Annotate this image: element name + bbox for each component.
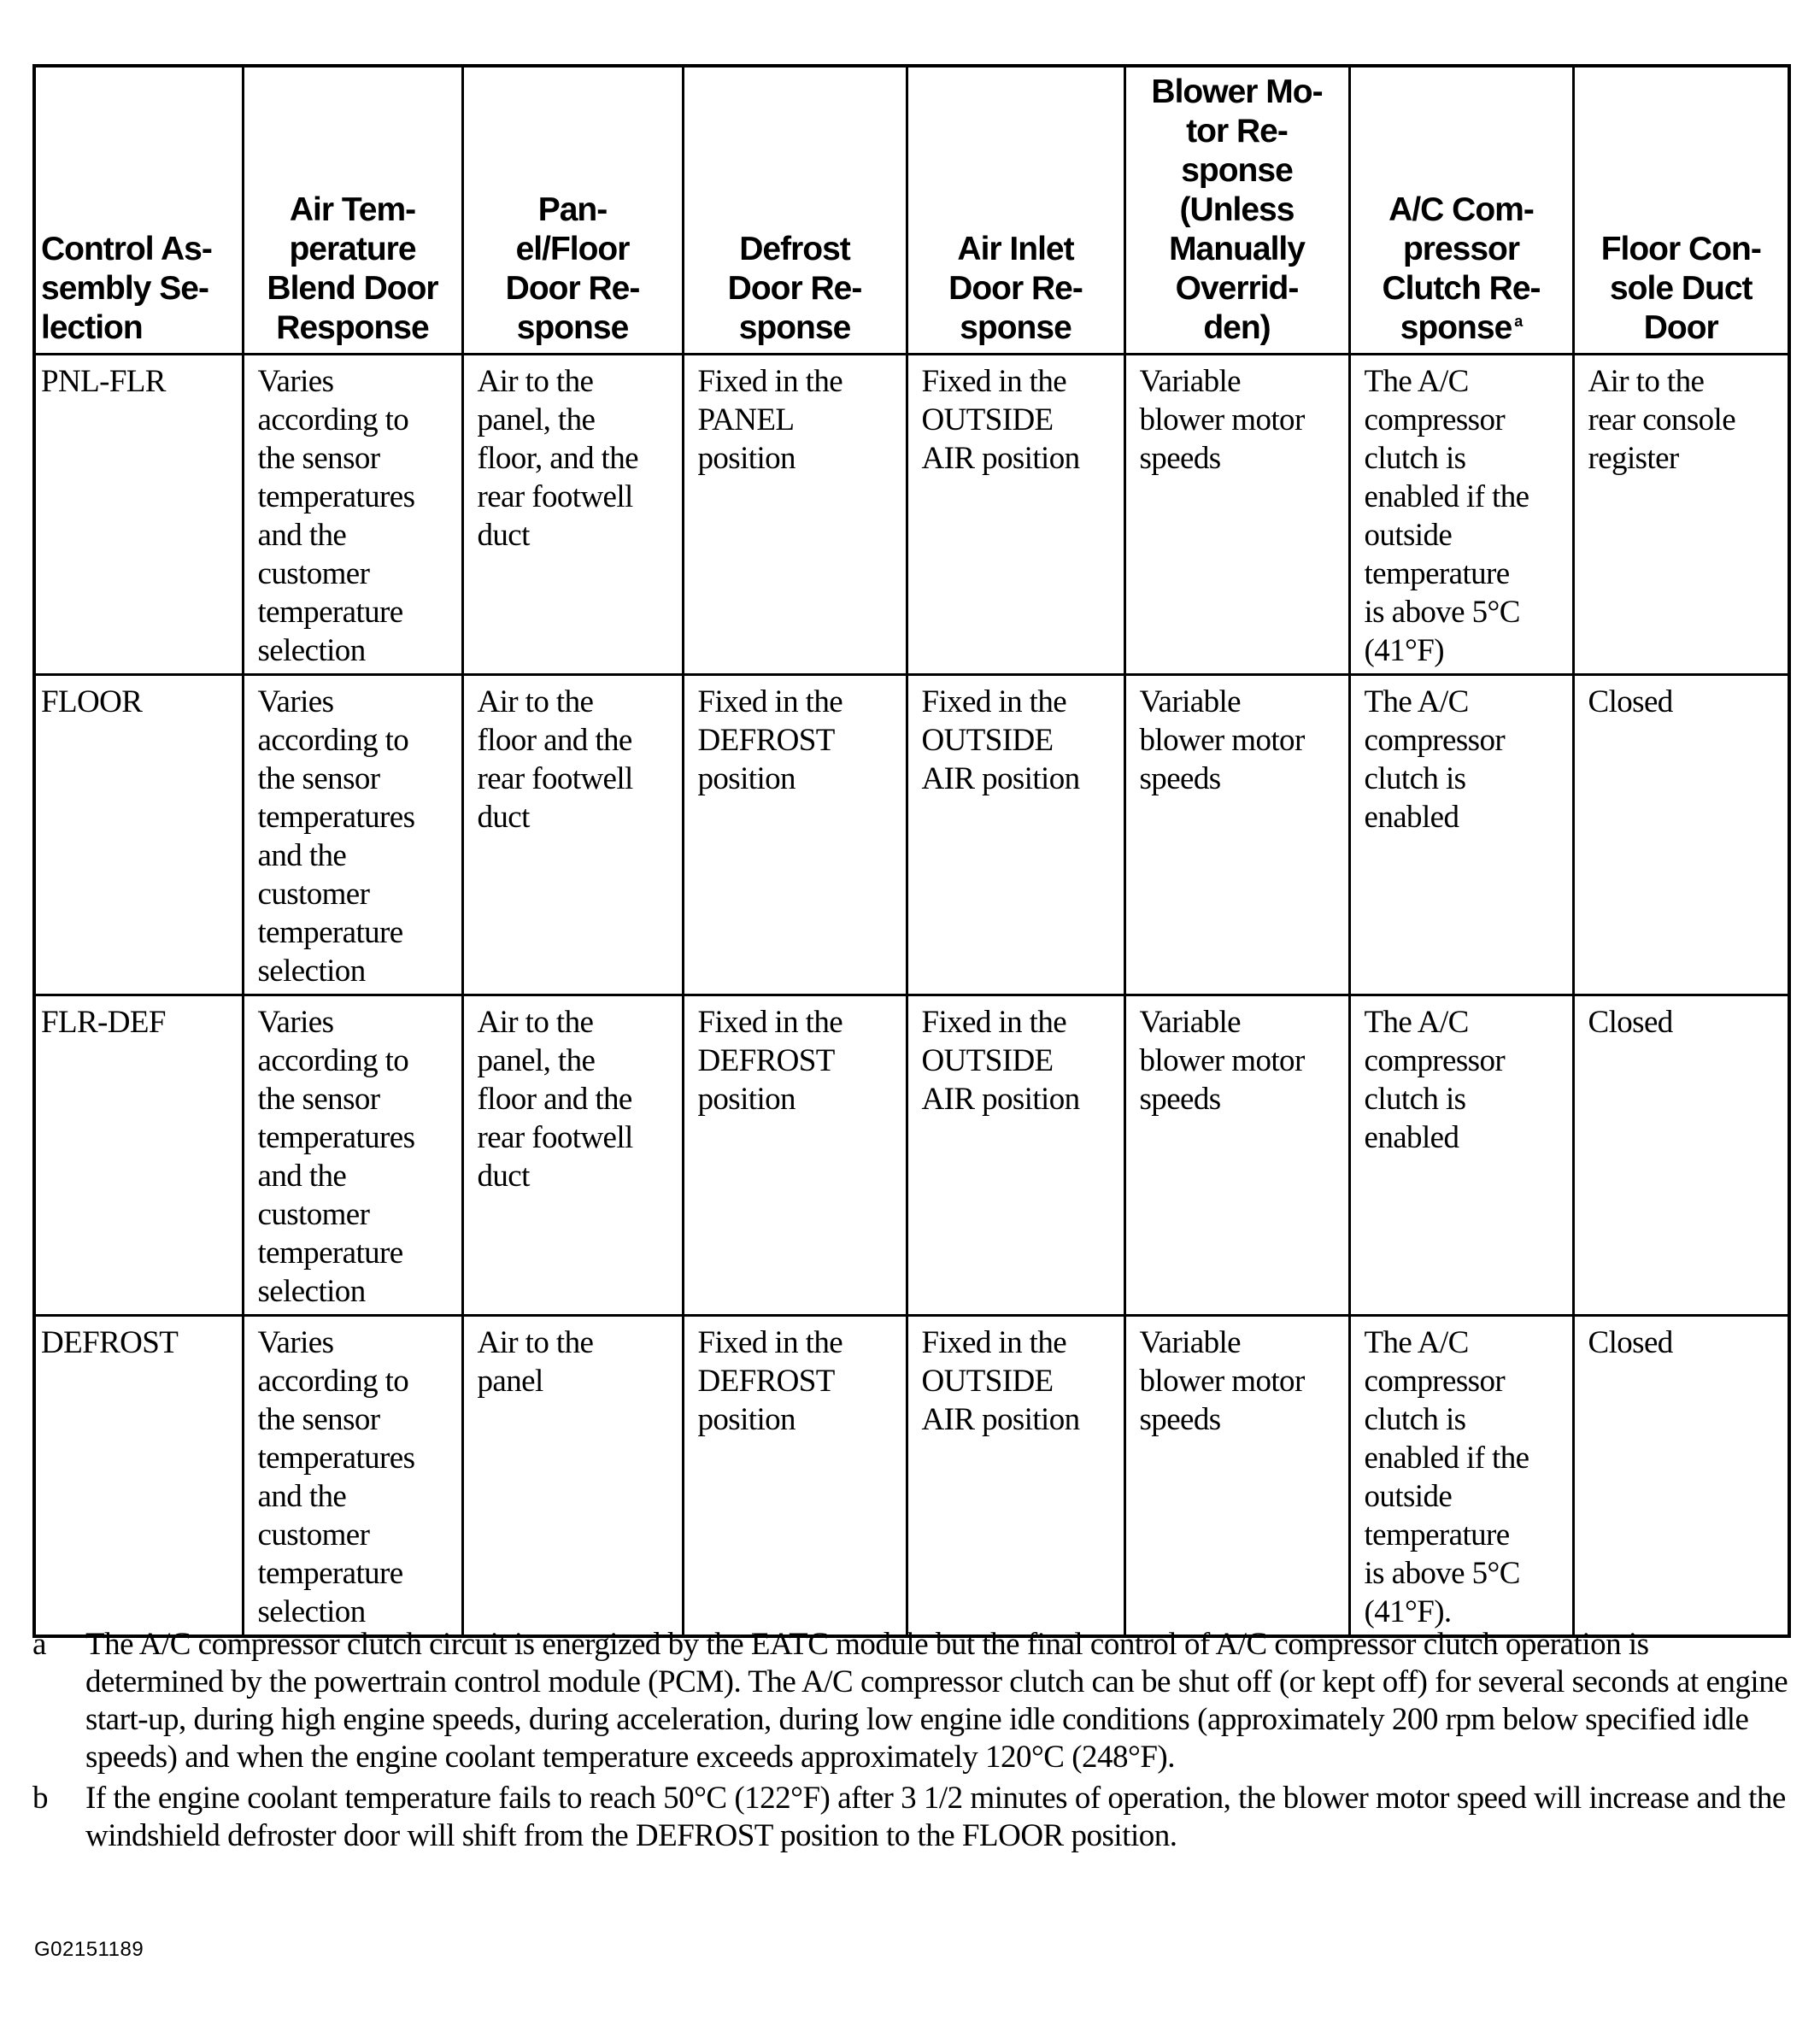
table-row: [34, 995, 1789, 1316]
cell-text: Fixed in the OUTSIDE AIR position: [921, 684, 1080, 796]
cell-text: FLOOR: [41, 684, 143, 719]
header-label: A/C Com- pressor Clutch Re- sponse $^a$: [1382, 191, 1541, 346]
footnote-mark: a: [1514, 313, 1523, 330]
cell-text: DEFROST: [41, 1325, 179, 1360]
cell-text: Variable blower motor speeds: [1139, 684, 1305, 796]
table-cell: [1573, 355, 1789, 675]
cell-text: The A/C compressor clutch is enabled: [1364, 1005, 1506, 1155]
cell-text: Air to the floor and the rear footwell duct: [477, 684, 633, 835]
table-cell: [34, 355, 243, 675]
cell-text: Fixed in the OUTSIDE AIR position: [921, 1005, 1080, 1117]
cell-text: Closed: [1588, 1005, 1673, 1040]
table-cell: [243, 675, 462, 995]
header-label: Control As- sembly Se- lection: [41, 231, 212, 346]
footnotes: [32, 1626, 1793, 1858]
table-cell: [683, 355, 907, 675]
cell-text: Varies according to the sensor temperatures and the customer temperature selection: [257, 684, 415, 989]
header-panel-floor-door: [462, 66, 683, 355]
cell-text: Variable blower motor speeds: [1139, 1325, 1305, 1437]
cell-text: Fixed in the OUTSIDE AIR position: [921, 1325, 1080, 1437]
table-row: [34, 675, 1789, 995]
table-cell: [683, 675, 907, 995]
header-label: Blower Mo- tor Re- sponse (Unless Manually Overrid- den): [1151, 73, 1323, 346]
table-cell: [683, 995, 907, 1316]
cell-text: Variable blower motor speeds: [1139, 1005, 1305, 1117]
table-cell: [1573, 675, 1789, 995]
table-cell: [1124, 355, 1349, 675]
cell-text: Fixed in the OUTSIDE AIR position: [921, 364, 1080, 476]
header-defrost-door: [683, 66, 907, 355]
cell-text: Air to the panel, the floor, and the rear footwell duct: [477, 364, 638, 553]
header-air-inlet-door: [907, 66, 1124, 355]
cell-text: Closed: [1588, 684, 1673, 719]
table-cell: [1349, 675, 1573, 995]
header-air-temperature-blend-door: [243, 66, 462, 355]
header-label: Floor Con- sole Duct Door: [1600, 231, 1761, 346]
table-cell: [243, 995, 462, 1316]
header-floor-console-duct-door: [1573, 66, 1789, 355]
cell-text: Closed: [1588, 1325, 1673, 1360]
header-label: Air Tem- perature Blend Door Response: [267, 191, 438, 346]
table-cell: [462, 995, 683, 1316]
cell-text: The A/C compressor clutch is enabled if the outside temperature is above 5°C (41°F): [1364, 364, 1529, 668]
table-cell: [907, 675, 1124, 995]
table-cell: [907, 355, 1124, 675]
table-cell: [34, 995, 243, 1316]
footnote-text: The A/C compressor clutch circuit is energized by the EATC module but the final control of A/C compressor clutch operation is determined by the powertrain control module (PCM). The A/C compressor clutch can be shut off (or kept off) for several seconds at engine start-up, during high engine speeds, during acceleration, during low engine idle conditions (approximately 200 rpm below specified idle speeds) and when the engine coolant temperature exceeds approximately 120°C (248°F).: [85, 1627, 1788, 1775]
table-header-row: [34, 66, 1789, 355]
table-cell: [907, 995, 1124, 1316]
cell-text: Air to the panel: [477, 1325, 594, 1399]
table-cell: [1124, 675, 1349, 995]
header-control-assembly-selection: [34, 66, 243, 355]
table-row: [34, 1316, 1789, 1637]
climate-control-response-table: [32, 64, 1791, 1638]
table-cell: [1124, 1316, 1349, 1637]
table-cell: [1349, 995, 1573, 1316]
document-code: G02151189: [34, 1938, 144, 1961]
table-cell: [462, 1316, 683, 1637]
header-ac-compressor-clutch: [1349, 66, 1573, 355]
cell-text: Varies according to the sensor temperatures and the customer temperature selection: [257, 1005, 415, 1309]
cell-text: Air to the panel, the floor and the rear footwell duct: [477, 1005, 633, 1194]
cell-text: The A/C compressor clutch is enabled: [1364, 684, 1506, 835]
table-cell: [243, 1316, 462, 1637]
cell-text: Variable blower motor speeds: [1139, 364, 1305, 476]
header-blower-motor-response: [1124, 66, 1349, 355]
table-cell: [462, 355, 683, 675]
table-cell: [1124, 995, 1349, 1316]
cell-text: FLR-DEF: [41, 1005, 166, 1040]
footnote-a: [32, 1626, 1793, 1776]
table-cell: [907, 1316, 1124, 1637]
table-cell: [462, 675, 683, 995]
footnote-text: If the engine coolant temperature fails to reach 50°C (122°F) after 3 1/2 minutes of operation, the blower motor speed will increase and the windshield defroster door will shift from the DEFROST position to the FLOOR position.: [85, 1781, 1786, 1853]
table-cell: [243, 355, 462, 675]
cell-text: Fixed in the PANEL position: [697, 364, 843, 476]
table-row: [34, 355, 1789, 675]
table-cell: [1349, 355, 1573, 675]
footnote-b: [32, 1780, 1793, 1855]
cell-text: Air to the rear console register: [1588, 364, 1736, 476]
cell-text: Fixed in the DEFROST position: [697, 684, 843, 796]
table-cell: [1573, 1316, 1789, 1637]
table-cell: [683, 1316, 907, 1637]
header-label: Air Inlet Door Re- sponse: [948, 231, 1083, 346]
table-cell: [1573, 995, 1789, 1316]
cell-text: Fixed in the DEFROST position: [697, 1005, 843, 1117]
footnote-mark: a: [32, 1627, 46, 1662]
cell-text: PNL-FLR: [41, 364, 166, 399]
cell-text: Varies according to the sensor temperatures and the customer temperature selection: [257, 1325, 415, 1629]
table-cell: [34, 1316, 243, 1637]
header-label: Defrost Door Re- sponse: [727, 231, 862, 346]
cell-text: Varies according to the sensor temperatures and the customer temperature selection: [257, 364, 415, 668]
header-label: Pan- el/Floor Door Re- sponse: [505, 191, 640, 346]
cell-text: The A/C compressor clutch is enabled if the outside temperature is above 5°C (41°F).: [1364, 1325, 1529, 1629]
footnote-mark: b: [32, 1781, 48, 1816]
table-cell: [34, 675, 243, 995]
cell-text: Fixed in the DEFROST position: [697, 1325, 843, 1437]
table-cell: [1349, 1316, 1573, 1637]
